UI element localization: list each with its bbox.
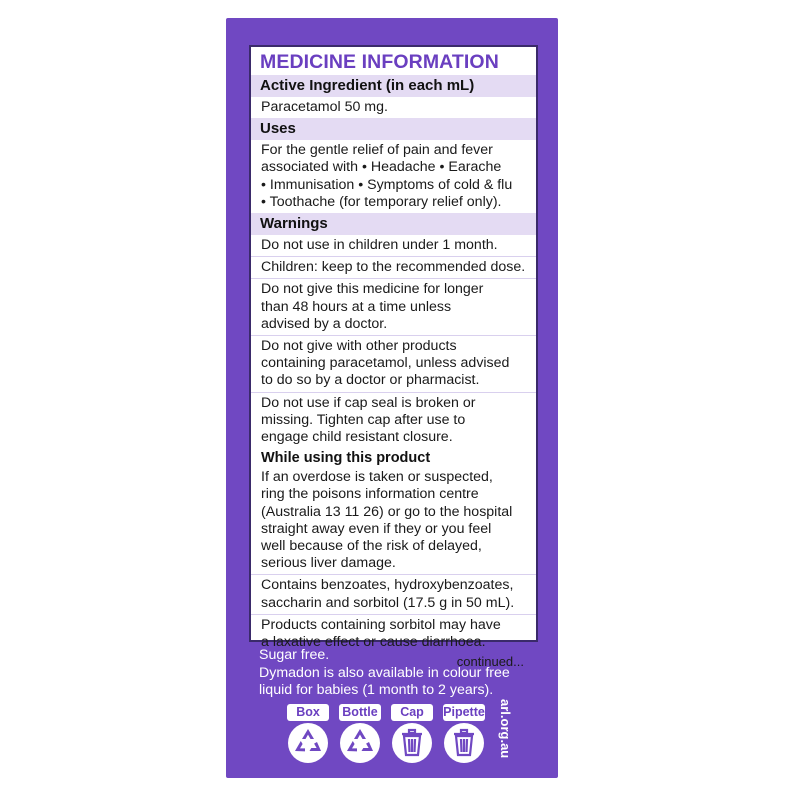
while-using-heading: While using this product xyxy=(261,450,431,467)
active-ingredient-text: Paracetamol 50 mg. xyxy=(261,99,388,115)
bin-icon xyxy=(391,722,433,764)
sugar-free-note: Sugar free. xyxy=(259,647,330,663)
while-using-item: If an overdose is taken or suspected, ring the poisons information centre (Australia 13 11 26) or go to the hospital straight away even if they or you feel well because of the risk of delayed, serious liver damage. xyxy=(261,469,513,572)
recycling-label xyxy=(284,704,490,768)
recycling-item-cap: Cap xyxy=(388,704,436,768)
continued-note: continued... xyxy=(456,654,524,670)
warning-item: Do not use in children under 1 month. xyxy=(261,237,498,254)
arl-website: arl.org.au xyxy=(498,699,513,759)
colour-free-note-2: liquid for babies (1 month to 2 years). xyxy=(259,682,494,699)
warning-item: Children: keep to the recommended dose. xyxy=(261,259,526,276)
warning-item: Do not give with other products containing paracetamol, unless advised to do so by a doctor or pharmacist. xyxy=(261,338,510,389)
colour-free-note: Dymadon is also available in colour free xyxy=(259,664,510,681)
bin-icon xyxy=(443,722,485,764)
recycle-icon xyxy=(339,722,381,764)
recycling-item-box: Box xyxy=(284,704,332,768)
uses-heading: Uses xyxy=(251,118,536,140)
active-ingredient-heading: Active Ingredient (in each mL) xyxy=(251,75,536,97)
recycling-item-bottle: Bottle xyxy=(336,704,384,768)
warning-item: Do not use if cap seal is broken or missing. Tighten cap after use to engage child resistant closure. xyxy=(261,394,476,446)
warnings-heading: Warnings xyxy=(251,213,536,235)
footer-notes xyxy=(259,647,510,700)
while-using-item: Contains benzoates, hydroxybenzoates, saccharin and sorbitol (17.5 g in 50 mL). xyxy=(261,577,515,611)
recycling-item-pipette: Pipette xyxy=(440,704,488,768)
panel-title: MEDICINE INFORMATION xyxy=(260,51,499,73)
warning-item: Do not give this medicine for longer than 48 hours at a time unless advised by a doctor. xyxy=(261,281,484,332)
uses-text: For the gentle relief of pain and fever associated with • Headache • Earache • Immunisation • Symptoms of cold & flu • Toothache (for temporary relief only). xyxy=(261,142,513,210)
recycle-icon xyxy=(287,722,329,764)
while-using-item: Products containing sorbitol may have a laxative effect or cause diarrhoea. xyxy=(261,616,501,651)
